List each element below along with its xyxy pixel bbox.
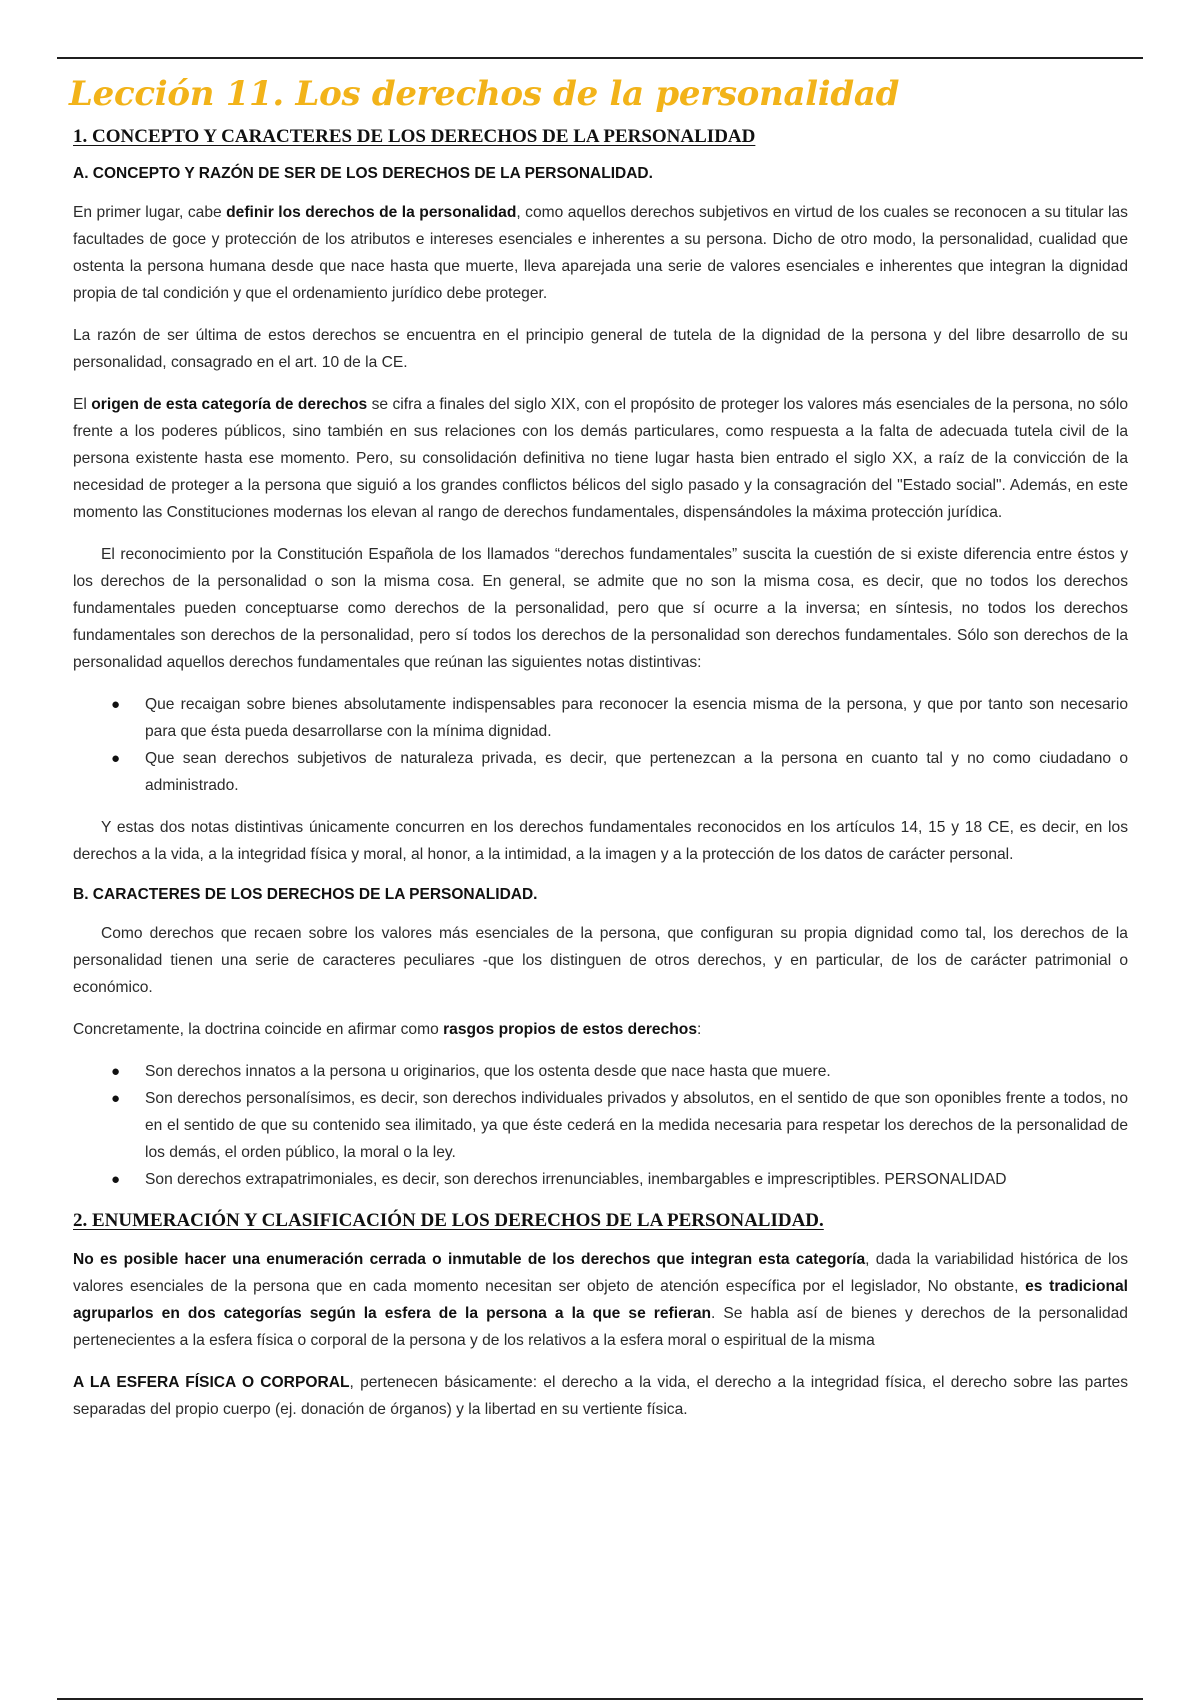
bullet-icon: ●	[111, 1063, 121, 1080]
subsection-b-heading: B. CARACTERES DE LOS DERECHOS DE LA PERSONALIDAD.	[73, 886, 538, 903]
section-2-heading: 2. ENUMERACIÓN Y CLASIFICACIÓN DE LOS DERECHOS DE LA PERSONALIDAD.	[73, 1210, 824, 1231]
paragraph-enumeracion: No es posible hacer una enumeración cerrada o inmutable de los derechos que integran esta categoría, dada la variabilidad histórica de los valores esenciales de la persona que en cada momento necesitan ser objeto de atención específica por el legislador, No obstante, es tradicional agruparlos en dos categorías según la esfera de la persona a la que se refieran. Se habla así de bienes y derechos de la personalidad pertenecientes a la esfera física o corporal de la persona y de los relativos a la esfera moral o espiritual de la misma	[73, 1251, 1128, 1349]
document-page	[69, 72, 1128, 1438]
list-item: ● Son derechos innatos a la persona u originarios, que los ostenta desde que nace hasta que muere.	[73, 1058, 1128, 1085]
subsection-a-heading: A. CONCEPTO Y RAZÓN DE SER DE LOS DERECHOS DE LA PERSONALIDAD.	[73, 165, 653, 182]
bullet-icon: ●	[111, 1090, 121, 1107]
lesson-title: Lección 11. Los derechos de la personalidad	[69, 74, 900, 114]
notas-distintivas-list	[73, 691, 1128, 799]
top-rule	[57, 57, 1143, 59]
bullet-icon: ●	[111, 750, 121, 767]
paragraph-razon-de-ser: La razón de ser última de estos derechos se encuentra en el principio general de tutela de la dignidad de la persona y del libre desarrollo de su personalidad, consagrado en el art. 10 de la CE.	[73, 327, 1128, 371]
list-item: ● Son derechos personalísimos, es decir, son derechos individuales privados y absolutos, en el sentido de que son oponibles frente a todos, no en el sentido de que su contenido sea ilimitado, ya que éste cederá en la medida necesaria para respetar los derechos de la personalidad de los demás, el orden público, la moral o la ley.	[73, 1085, 1128, 1166]
list-item: ● Son derechos extrapatrimoniales, es decir, son derechos irrenunciables, inembargables e imprescriptibles. PERSONALIDAD	[73, 1166, 1128, 1193]
paragraph-definition: En primer lugar, cabe definir los derechos de la personalidad, como aquellos derechos subjetivos en virtud de los cuales se reconocen a su titular las facultades de goce y protección de los atributos e intereses esenciales e inherentes a su persona. Dicho de otro modo, la personalidad, cualidad que ostenta la persona humana desde que nace hasta que muerte, lleva aparejada una serie de valores esenciales e inherentes que integran la dignidad propia de tal condición y que el ordenamiento jurídico debe proteger.	[73, 204, 1128, 302]
section-1-heading: 1. CONCEPTO Y CARACTERES DE LOS DERECHOS DE LA PERSONALIDAD	[73, 126, 756, 147]
paragraph-reconocimiento: El reconocimiento por la Constitución Española de los llamados “derechos fundamentales” suscita la cuestión de si existe diferencia entre éstos y los derechos de la personalidad o son la misma cosa. En general, se admite que no son la misma cosa, es decir, que no todos los derechos fundamentales pueden conceptuarse como derechos de la personalidad, pero que sí ocurre a la inversa; en síntesis, no todos los derechos fundamentales son derechos de la personalidad, pero sí todos los derechos de la personalidad son derechos fundamentales. Sólo son derechos de la personalidad aquellos derechos fundamentales que reúnan las siguientes notas distintivas:	[73, 546, 1128, 671]
paragraph-rasgos: Concretamente, la doctrina coincide en afirmar como rasgos propios de estos derechos:	[73, 1021, 702, 1038]
list-item: ● Que sean derechos subjetivos de naturaleza privada, es decir, que pertenezcan a la persona en cuanto tal y no como ciudadano o administrado.	[73, 745, 1128, 799]
list-item: ● Que recaigan sobre bienes absolutamente indispensables para reconocer la esencia misma de la persona, y que por tanto son necesario para que ésta pueda desarrollarse con la mínima dignidad.	[73, 691, 1128, 745]
paragraph-notas-concurren: Y estas dos notas distintivas únicamente concurren en los derechos fundamentales reconocidos en los artículos 14, 15 y 18 CE, es decir, en los derechos a la vida, a la integridad física y moral, al honor, a la intimidad, a la imagen y a la protección de los datos de carácter personal.	[73, 819, 1128, 863]
paragraph-origen: El origen de esta categoría de derechos se cifra a finales del siglo XIX, con el propósito de proteger los valores más esenciales de la persona, no sólo frente a los poderes públicos, sino también en sus relaciones con los demás particulares, como respuesta a la falta de adecuada tutela civil de la persona existente hasta ese momento. Pero, su consolidación definitiva no tiene lugar hasta bien entrado el siglo XX, a raíz de la convicción de la necesidad de proteger a la persona que siguió a los grandes conflictos bélicos del siglo pasado y la consagración del "Estado social". Además, en este momento las Constituciones modernas los elevan al rango de derechos fundamentales, dispensándoles la máxima protección jurídica.	[73, 396, 1128, 521]
rasgos-list	[73, 1058, 1128, 1193]
bullet-icon: ●	[111, 696, 121, 713]
bullet-icon: ●	[111, 1171, 121, 1188]
paragraph-caracteres: Como derechos que recaen sobre los valores más esenciales de la persona, que configuran su propia dignidad como tal, los derechos de la personalidad tienen una serie de caracteres peculiares -que los distinguen de otros derechos, y en particular, de los de carácter patrimonial o económico.	[73, 925, 1128, 996]
paragraph-esfera-fisica: A LA ESFERA FÍSICA O CORPORAL, pertenecen básicamente: el derecho a la vida, el derecho a la integridad física, el derecho sobre las partes separadas del propio cuerpo (ej. donación de órganos) y la libertad en su vertiente física.	[73, 1374, 1128, 1418]
